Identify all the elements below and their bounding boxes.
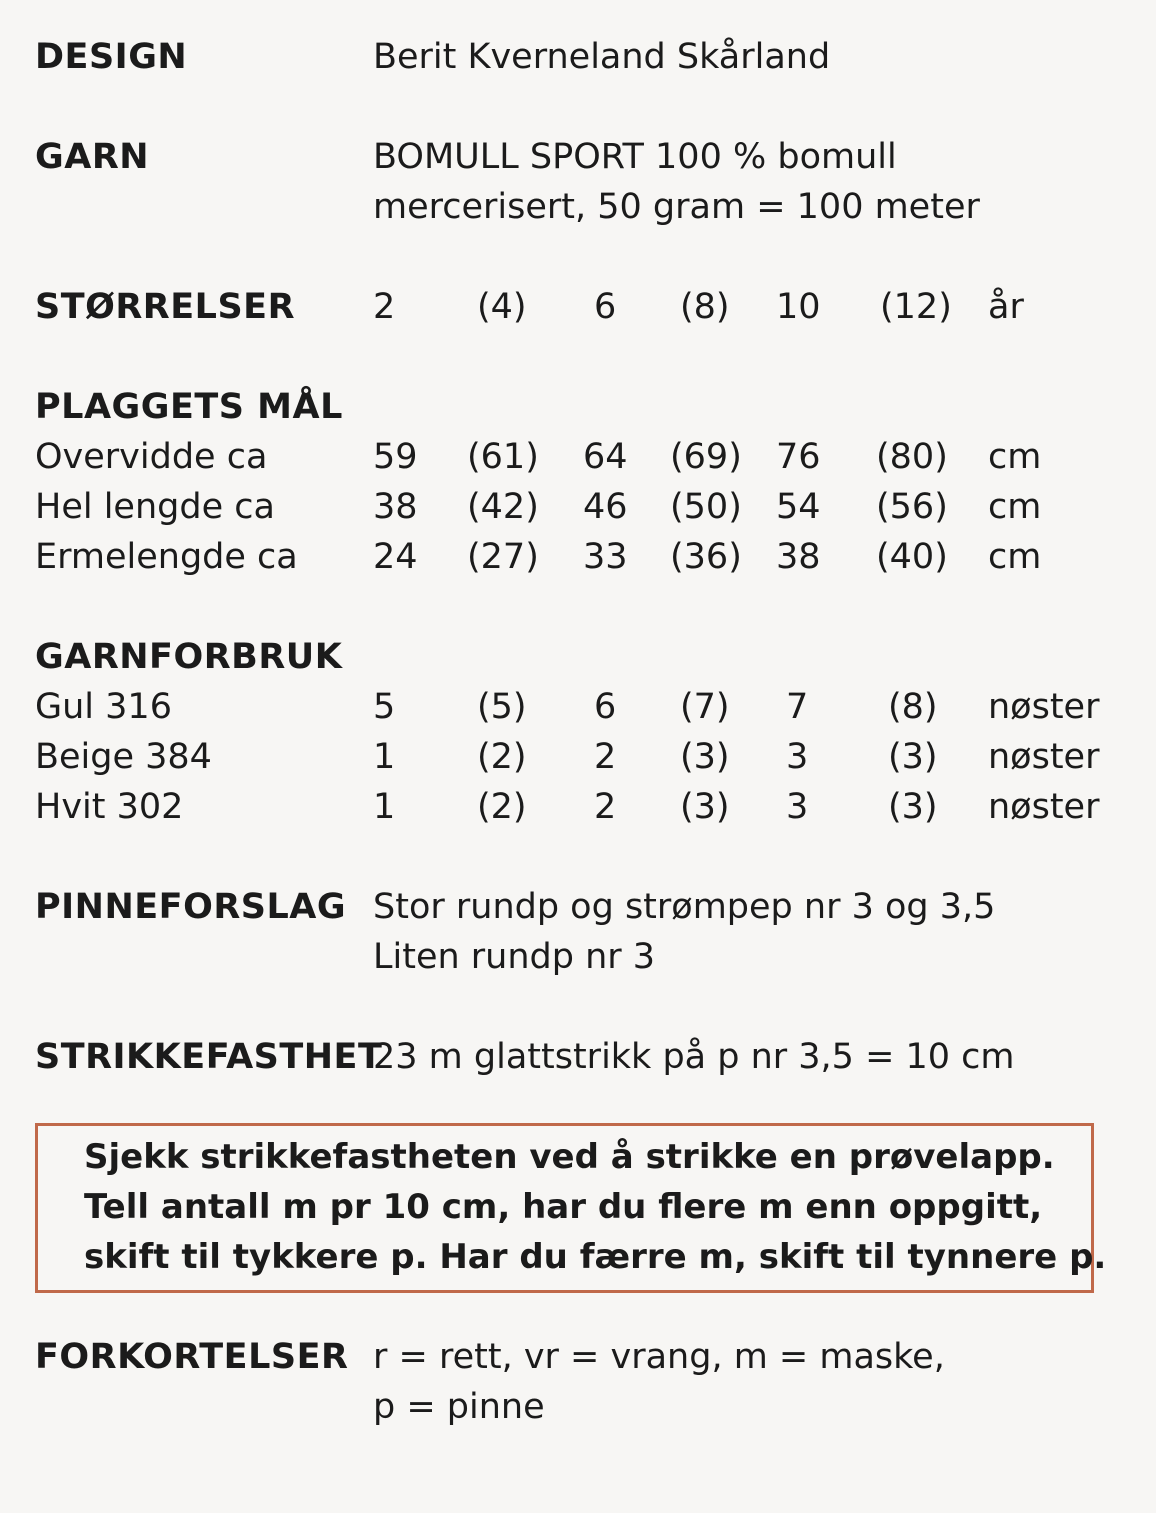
mal-row-name: Overvidde ca <box>35 437 268 477</box>
yarn-unit: nøster <box>988 687 1100 727</box>
mal-cell: 33 <box>583 537 628 577</box>
forkortelser-line-2: p = pinne <box>373 1387 545 1427</box>
mal-label: PLAGGETS MÅL <box>35 387 343 427</box>
yarn-cell: 7 <box>786 687 809 727</box>
yarn-cell: (3) <box>888 737 938 777</box>
mal-cell: 76 <box>776 437 821 477</box>
design-label: DESIGN <box>35 37 188 77</box>
mal-cell: 64 <box>583 437 628 477</box>
mal-cell: (36) <box>670 537 742 577</box>
note-line-2: Tell antall m pr 10 cm, har du flere m enn oppgitt, <box>84 1187 1043 1227</box>
yarn-cell: (5) <box>477 687 527 727</box>
yarn-cell: 5 <box>373 687 396 727</box>
mal-row-name: Hel lengde ca <box>35 487 275 527</box>
yarn-cell: (7) <box>680 687 730 727</box>
mal-unit: cm <box>988 537 1042 577</box>
size-5: 10 <box>776 287 821 327</box>
yarn-cell: 1 <box>373 787 396 827</box>
yarn-row-name: Hvit 302 <box>35 787 184 827</box>
garn-label: GARN <box>35 137 150 177</box>
strikkefasthet-label: STRIKKEFASTHET <box>35 1037 383 1077</box>
pinneforslag-line-2: Liten rundp nr 3 <box>373 937 656 977</box>
size-6: (12) <box>880 287 952 327</box>
strikkefasthet-value: 23 m glattstrikk på p nr 3,5 = 10 cm <box>373 1037 1015 1077</box>
pinneforslag-label: PINNEFORSLAG <box>35 887 347 927</box>
size-2: (4) <box>477 287 527 327</box>
yarn-cell: 2 <box>594 737 617 777</box>
mal-cell: 24 <box>373 537 418 577</box>
mal-cell: (69) <box>670 437 742 477</box>
yarn-cell: 3 <box>786 737 809 777</box>
size-unit: år <box>988 287 1024 327</box>
yarn-cell: (3) <box>680 787 730 827</box>
yarn-row-name: Beige 384 <box>35 737 212 777</box>
note-line-1: Sjekk strikkefastheten ved å strikke en prøvelapp. <box>84 1137 1055 1177</box>
mal-cell: 38 <box>373 487 418 527</box>
mal-cell: (56) <box>876 487 948 527</box>
mal-unit: cm <box>988 487 1042 527</box>
yarn-cell: (2) <box>477 737 527 777</box>
mal-cell: 54 <box>776 487 821 527</box>
mal-cell: (80) <box>876 437 948 477</box>
yarn-cell: (3) <box>888 787 938 827</box>
mal-cell: (27) <box>467 537 539 577</box>
mal-unit: cm <box>988 437 1042 477</box>
mal-cell: (61) <box>467 437 539 477</box>
pinneforslag-line-1: Stor rundp og strømpep nr 3 og 3,5 <box>373 887 996 927</box>
mal-cell: 59 <box>373 437 418 477</box>
garn-line-2: mercerisert, 50 gram = 100 meter <box>373 187 980 227</box>
yarn-cell: (2) <box>477 787 527 827</box>
yarn-unit: nøster <box>988 737 1100 777</box>
size-3: 6 <box>594 287 617 327</box>
size-4: (8) <box>680 287 730 327</box>
size-1: 2 <box>373 287 396 327</box>
yarn-cell: (8) <box>888 687 938 727</box>
mal-row-name: Ermelengde ca <box>35 537 298 577</box>
garnforbruk-label: GARNFORBRUK <box>35 637 343 677</box>
storrelser-label: STØRRELSER <box>35 287 296 327</box>
mal-cell: (40) <box>876 537 948 577</box>
yarn-cell: 2 <box>594 787 617 827</box>
yarn-cell: 6 <box>594 687 617 727</box>
note-line-3: skift til tykkere p. Har du færre m, skift til tynnere p. <box>84 1237 1107 1277</box>
yarn-cell: 1 <box>373 737 396 777</box>
garn-line-1: BOMULL SPORT 100 % bomull <box>373 137 897 177</box>
forkortelser-label: FORKORTELSER <box>35 1337 349 1377</box>
mal-cell: (42) <box>467 487 539 527</box>
yarn-row-name: Gul 316 <box>35 687 172 727</box>
mal-cell: (50) <box>670 487 742 527</box>
forkortelser-line-1: r = rett, vr = vrang, m = maske, <box>373 1337 945 1377</box>
yarn-cell: 3 <box>786 787 809 827</box>
yarn-cell: (3) <box>680 737 730 777</box>
mal-cell: 46 <box>583 487 628 527</box>
yarn-unit: nøster <box>988 787 1100 827</box>
mal-cell: 38 <box>776 537 821 577</box>
design-value: Berit Kverneland Skårland <box>373 37 831 77</box>
